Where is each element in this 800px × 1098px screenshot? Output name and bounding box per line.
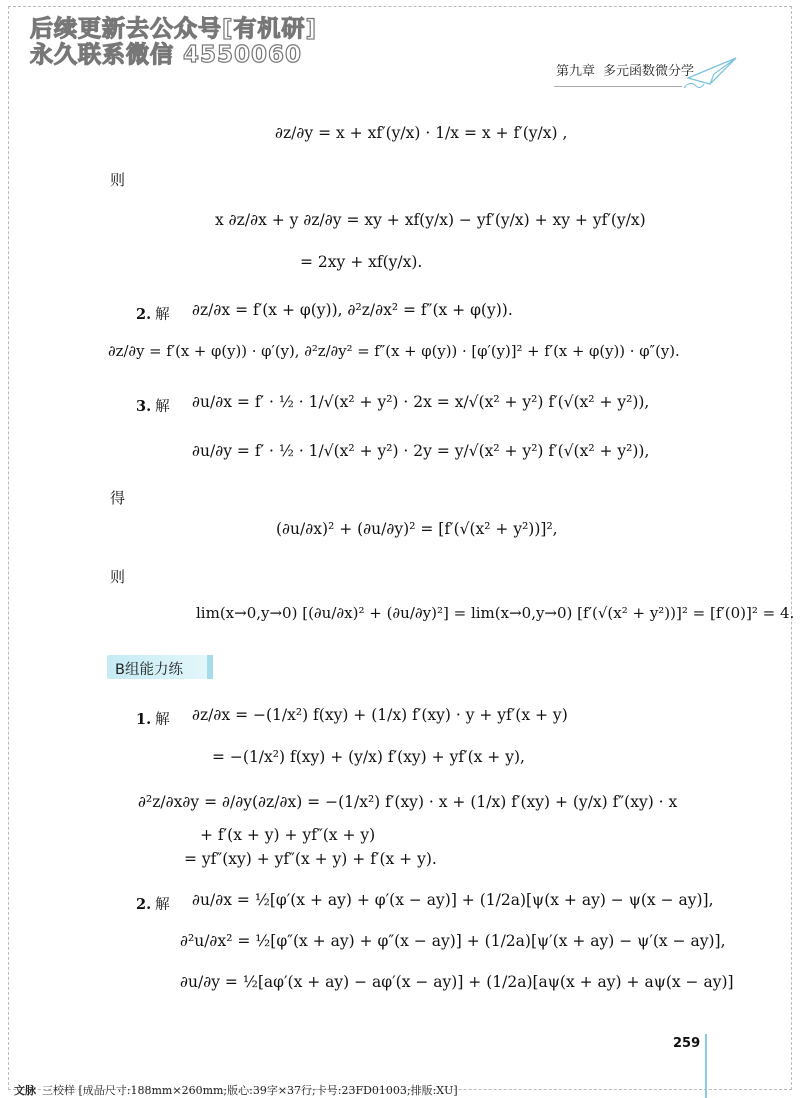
chapter-number: 第九章	[556, 64, 596, 79]
equation-line: ∂u/∂y = f′ · ½ · 1/√(x² + y²) · 2y = y/√(x² + y²) f′(√(x² + y²)),	[192, 442, 650, 460]
equation-line: ∂²u/∂x² = ½[φ″(x + ay) + φ″(x − ay)] + (1/2a)[ψ′(x + ay) − ψ′(x − ay)],	[180, 932, 726, 950]
equation-line: ∂u/∂x = ½[φ′(x + ay) + φ′(x − ay)] + (1/2a)[ψ(x + ay) − ψ(x − ay)],	[192, 891, 714, 909]
answer-jie: 解	[155, 897, 170, 913]
answer-number: 2.	[136, 306, 152, 323]
watermark-line-1: 后续更新去公众号[有机研]	[30, 16, 318, 42]
paper-plane-icon	[680, 54, 740, 92]
print-footer	[14, 1082, 458, 1098]
page-number: 259	[673, 1036, 701, 1051]
equation-line: ∂z/∂x = f′(x + φ(y)), ∂²z/∂x² = f″(x + φ(y)).	[192, 301, 513, 319]
equation-line: ∂u/∂x = f′ · ½ · 1/√(x² + y²) · 2x = x/√(x² + y²) f′(√(x² + y²)),	[192, 393, 650, 411]
answer-label	[136, 303, 170, 324]
equation-line: ∂u/∂y = ½[aφ′(x + ay) − aφ′(x − ay)] + (1/2a)[aψ(x + ay) + aψ(x − ay)]	[180, 973, 734, 991]
footer-brand: 文脉	[14, 1084, 36, 1097]
equation-line: x ∂z/∂x + y ∂z/∂y = xy + xf(y/x) − yf′(y/x) + xy + yf′(y/x)	[215, 211, 646, 229]
chapter-title: 多元函数微分学	[603, 64, 695, 79]
page-border	[8, 6, 795, 1090]
equation-line: = yf″(xy) + yf″(x + y) + f′(x + y).	[184, 850, 437, 868]
answer-jie: 解	[155, 712, 170, 728]
equation-line: = 2xy + xf(y/x).	[300, 253, 423, 271]
word-de: 得	[110, 489, 126, 507]
footer-info: 三校样 [成品尺寸:188mm×260mm;版心:39字×37行;卡号:23FD01003;排版:XU]	[42, 1084, 458, 1097]
watermark-line-2: 永久联系微信 4550060	[30, 42, 303, 68]
answer-number: 1.	[136, 711, 152, 728]
answer-number: 2.	[136, 896, 152, 913]
answer-label	[136, 893, 170, 914]
equation-line: ∂z/∂y = f′(x + φ(y)) · φ′(y), ∂²z/∂y² = f″(x + φ(y)) · [φ′(y)]² + f′(x + φ(y)) · φ″(y).	[108, 343, 680, 360]
word-ze: 则	[110, 568, 126, 586]
section-b-title: B组能力练	[115, 662, 183, 678]
section-b-heading	[107, 655, 207, 679]
equation-line: lim(x→0,y→0) [(∂u/∂x)² + (∂u/∂y)²] = lim(x→0,y→0) [f′(√(x² + y²))]² = [f′(0)]² = 4.	[196, 604, 795, 622]
header-rule	[554, 86, 682, 87]
answer-label	[136, 708, 170, 729]
word-ze: 则	[110, 171, 126, 189]
equation-line: = −(1/x²) f(xy) + (y/x) f′(xy) + yf′(x + y),	[212, 748, 525, 766]
answer-jie: 解	[155, 399, 170, 415]
equation-line: ∂²z/∂x∂y = ∂/∂y(∂z/∂x) = −(1/x²) f′(xy) · x + (1/x) f′(xy) + (y/x) f″(xy) · x	[138, 793, 678, 811]
equation-line: (∂u/∂x)² + (∂u/∂y)² = [f′(√(x² + y²))]²,	[276, 520, 558, 538]
equation-line: ∂z/∂x = −(1/x²) f(xy) + (1/x) f′(xy) · y + yf′(x + y)	[192, 706, 568, 724]
answer-jie: 解	[155, 307, 170, 323]
chapter-header	[556, 60, 694, 79]
answer-number: 3.	[136, 398, 152, 415]
page-edge-rule	[705, 1034, 707, 1098]
equation-line: ∂z/∂y = x + xf′(y/x) · 1/x = x + f′(y/x) ,	[275, 124, 568, 142]
equation-line: + f′(x + y) + yf″(x + y)	[200, 826, 376, 844]
answer-label	[136, 395, 170, 416]
